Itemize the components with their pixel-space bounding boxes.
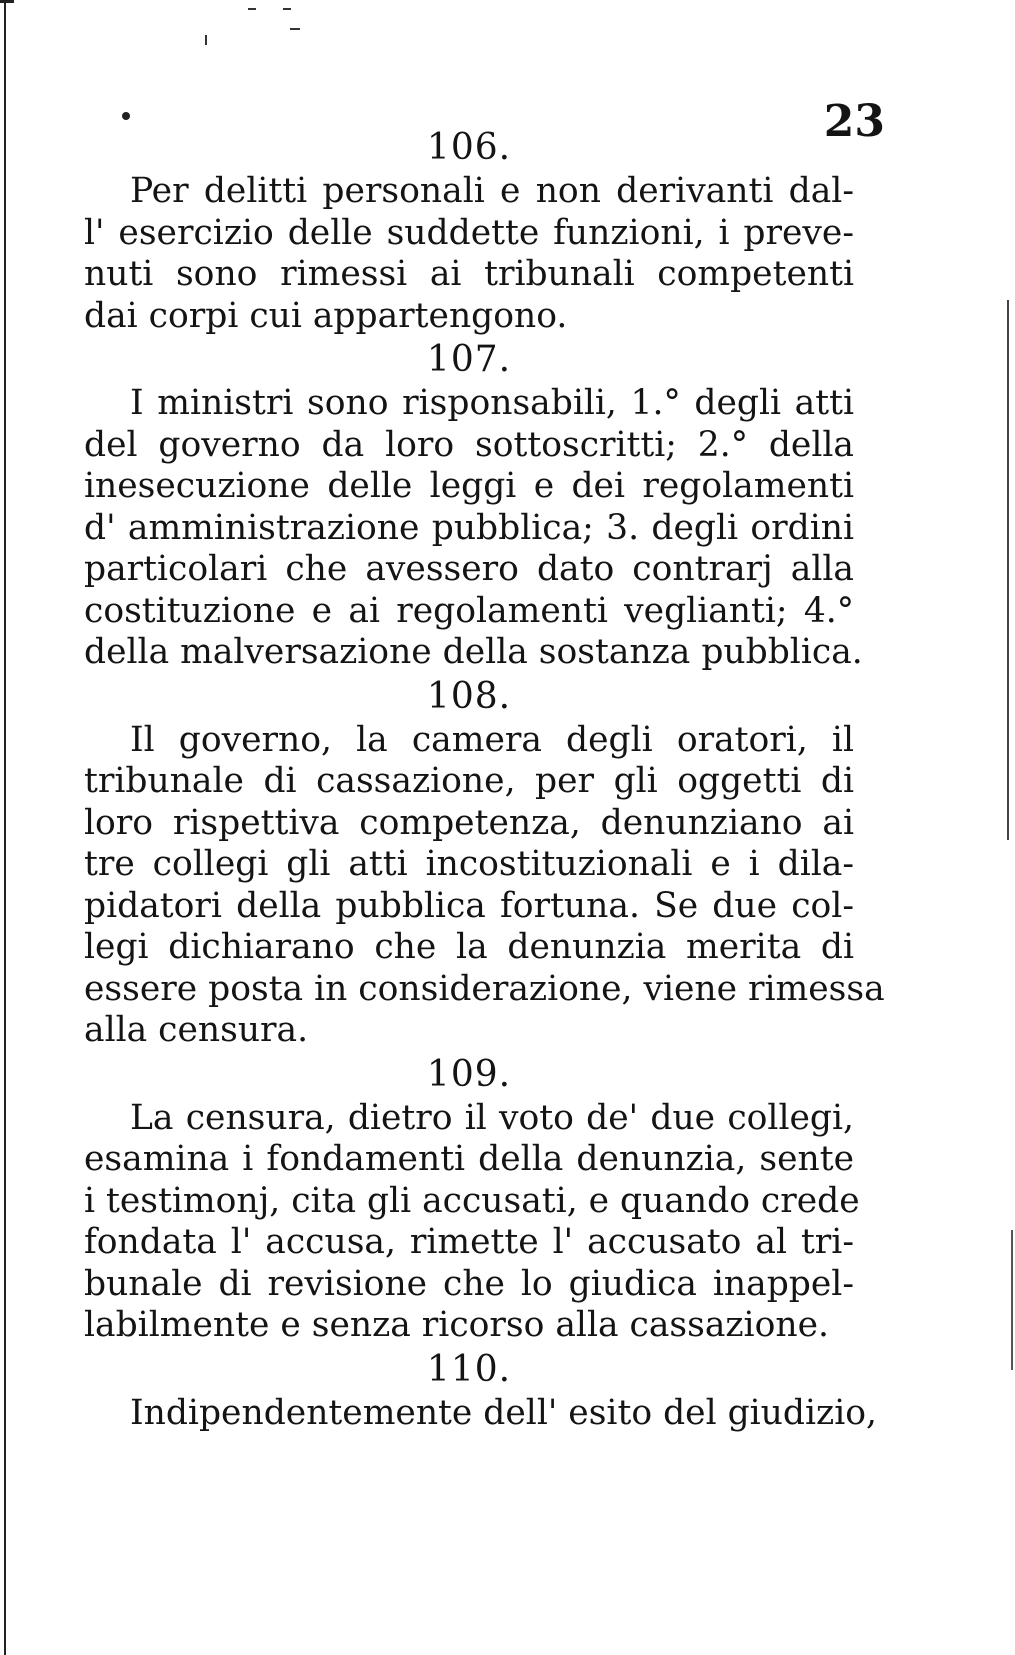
page-number: 23 [823,96,885,147]
text-line: Il governo, la camera degli oratori, il [130,719,854,760]
text-line: Per delitti personali e non derivanti dal- [130,171,854,211]
article-number: 107. [426,339,512,380]
text-line: tre collegi gli atti incostituzionali e i dila- [84,844,854,884]
article-number: 106. [426,127,512,168]
text-line: legi dichiarano che la denunzia merita di [84,927,854,967]
text-line: costituzione e ai regolamenti veglianti; 4.° [84,590,854,631]
text-line: particolari che avessero dato contrarj alla [84,549,854,589]
text-line: La censura, dietro il voto de' due collegi, [130,1097,854,1138]
text-line: nuti sono rimessi ai tribunali competenti [84,254,854,294]
text-line: essere posta in considerazione, viene rimessa [84,968,885,1009]
text-line: d' amministrazione pubblica; 3. degli ordini [84,507,854,548]
text-line: loro rispettiva competenza, denunziano ai [84,802,854,843]
text-line: pidatori della pubblica fortuna. Se due col- [84,885,854,926]
article-number: 110. [426,1348,512,1390]
text-line: dai corpi cui appartengono. [84,295,568,336]
article-number: 108. [426,675,512,717]
text-line: I ministri sono risponsabili, 1.° degli atti [130,383,854,423]
article-section [84,1052,860,1347]
scan-edge-left [4,0,6,1655]
text-line: esamina i fondamenti della denunzia, sente [84,1139,854,1179]
text-line: i testimonj, cita gli accusati, e quando crede [84,1180,860,1221]
text-line: del governo da loro sottoscritti; 2.° della [84,424,854,465]
text-line: Indipendentemente dell' esito del giudizio, [130,1392,877,1433]
scan-edge-right [1007,300,1009,840]
article-section [84,674,885,1052]
text-line: l' esercizio delle suddette funzioni, i preve- [84,212,854,253]
article-number: 109. [426,1053,512,1095]
article-section [84,125,854,337]
article-section [84,1347,877,1435]
bullet-mark [122,112,130,120]
page-body [84,125,885,1434]
scan-edge-mark [0,0,14,3]
scan-edge-right-lower [1011,1230,1013,1370]
text-line: alla censura. [84,1010,309,1050]
text-line: inesecuzione delle leggi e dei regolamenti [84,466,854,506]
text-line: tribunale di cassazione, per gli oggetti di [84,761,854,801]
scan-speck [290,28,300,30]
text-line: bunale di revisione che lo giudica inappel- [84,1263,854,1304]
text-line: della malversazione della sostanza pubblica. [84,632,863,672]
article-section [84,337,863,674]
text-line: labilmente e senza ricorso alla cassazione. [84,1305,829,1345]
scan-speck [205,35,207,45]
scan-speck [248,8,256,10]
scan-speck [283,8,291,10]
text-line: fondata l' accusa, rimette l' accusato al tri- [84,1222,854,1262]
